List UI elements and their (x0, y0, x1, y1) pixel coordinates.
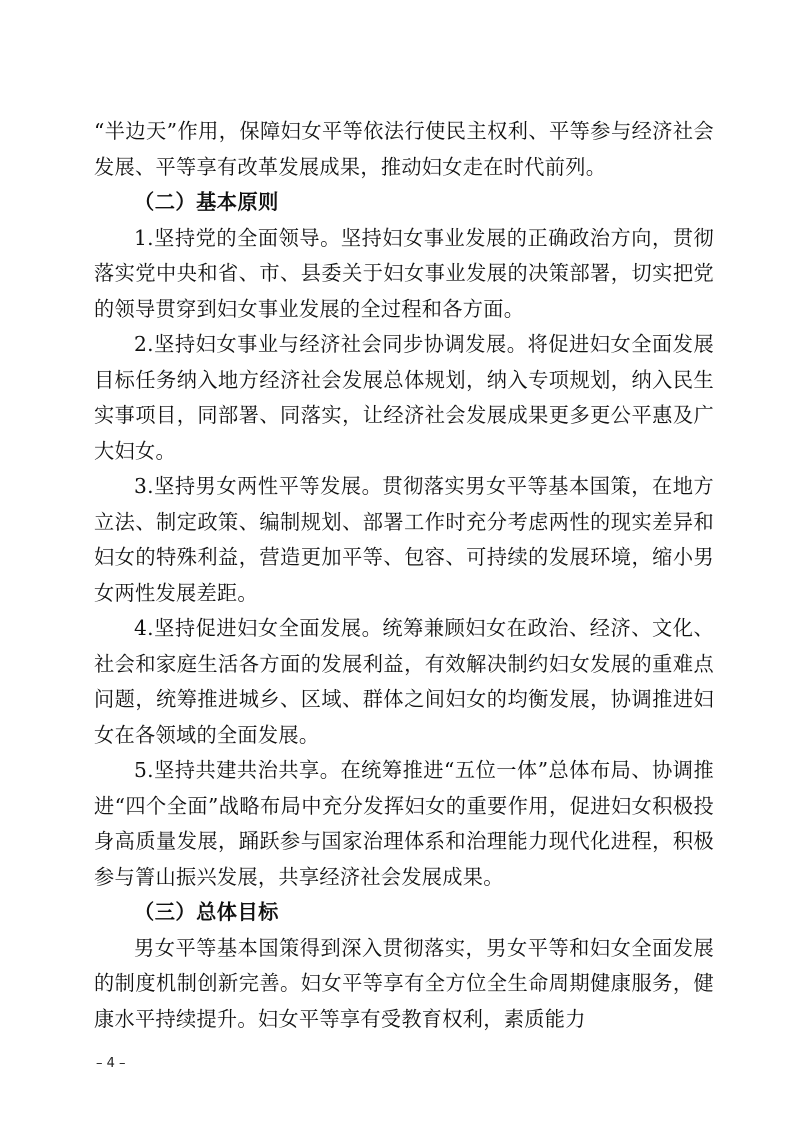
document-body (94, 114, 714, 1037)
paragraph-principle-3: 3.坚持男女两性平等发展。贯彻落实男女平等基本国策，在地方立法、制定政策、编制规划、部署工作时充分考虑两性的现实差异和妇女的特殊利益，营造更加平等、包容、可持续的发展环境，缩小男女两性发展差距。 (94, 474, 714, 605)
section-heading-basic-principles: （二）基本原则 (134, 190, 279, 214)
paragraph-intro-continuation: “半边天”作用，保障妇女平等依法行使民主权利、平等参与经济社会发展、平等享有改革发展成果，推动妇女走在时代前列。 (94, 119, 714, 179)
section-heading-overall-goals: （三）总体目标 (134, 900, 279, 924)
paragraph-principle-1: 1.坚持党的全面领导。坚持妇女事业发展的正确政治方向，贯彻落实党中央和省、市、县委关于妇女事业发展的决策部署，切实把党的领导贯穿到妇女事业发展的全过程和各方面。 (94, 225, 714, 321)
paragraph-overall-goals: 男女平等基本国策得到深入贯彻落实，男女平等和妇女全面发展的制度机制创新完善。妇女平等享有全方位全生命周期健康服务，健康水平持续提升。妇女平等享有受教育权利，素质能力 (94, 935, 714, 1031)
paragraph-principle-5: 5.坚持共建共治共享。在统筹推进“五位一体”总体布局、协调推进“四个全面”战略布局中充分发挥妇女的重要作用，促进妇女积极投身高质量发展，踊跃参与国家治理体系和治理能力现代化进程，积极参与箐山振兴发展，共享经济社会发展成果。 (94, 758, 714, 889)
paragraph-principle-4: 4.坚持促进妇女全面发展。统筹兼顾妇女在政治、经济、文化、社会和家庭生活各方面的发展利益，有效解决制约妇女发展的重难点问题，统筹推进城乡、区域、群体之间妇女的均衡发展，协调推进妇女在各领域的全面发展。 (94, 616, 714, 747)
paragraph-principle-2: 2.坚持妇女事业与经济社会同步协调发展。将促进妇女全面发展目标任务纳入地方经济社会发展总体规划，纳入专项规划，纳入民生实事项目，同部署、同落实，让经济社会发展成果更多更公平惠及广大妇女。 (94, 332, 714, 463)
page-number: – 4 – (96, 1056, 126, 1071)
